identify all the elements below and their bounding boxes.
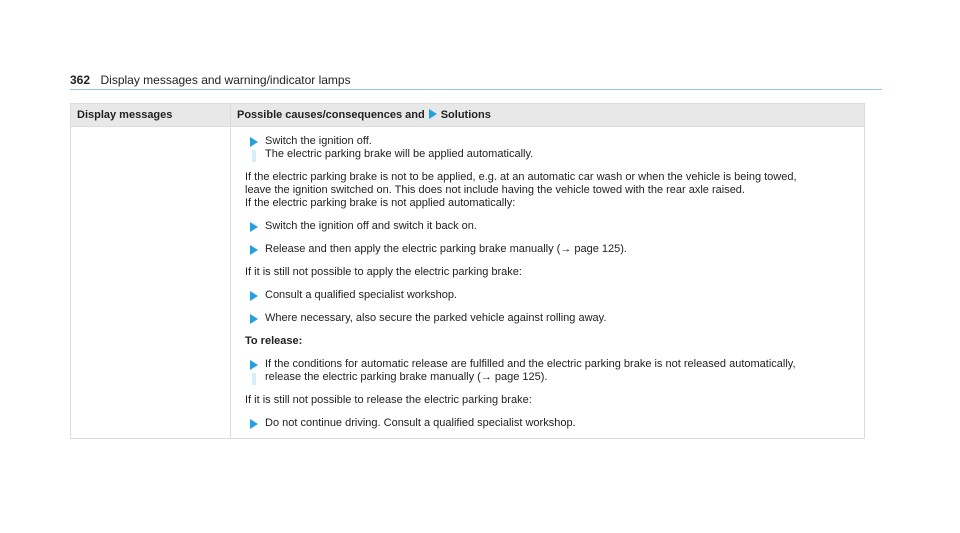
- step-text: Where necessary, also secure the parked vehicle against rolling away.: [265, 312, 607, 324]
- step-release-manually: [245, 358, 852, 384]
- release-heading: To release:: [245, 335, 303, 347]
- step-text: Switch the ignition off.: [265, 135, 372, 147]
- paragraph-text: leave the ignition switched on. This does not include having the vehicle towed with the rear axle raised.: [245, 184, 745, 196]
- col-header-suffix: Solutions: [440, 108, 491, 121]
- paragraph-text: If the electric parking brake is not applied automatically:: [245, 197, 516, 209]
- step-text: Switch the ignition off and switch it back on.: [265, 220, 477, 232]
- step-release-apply-manually: [245, 243, 852, 256]
- solution-arrow-icon: [429, 109, 437, 119]
- page-title: Display messages and warning/indicator lamps: [100, 73, 351, 87]
- table-row: [71, 127, 865, 439]
- table-header-row: [71, 104, 865, 127]
- paragraph: [245, 171, 852, 197]
- causes-solutions-cell: [231, 127, 865, 439]
- step-arrow-icon: [250, 419, 258, 429]
- step-text: release the electric parking brake manually (→ page 125).: [265, 371, 548, 383]
- step-text: Consult a qualified specialist workshop.: [265, 289, 457, 301]
- header-divider: [70, 89, 882, 90]
- paragraph-text: If the electric parking brake is not to be applied, e.g. at an automatic car wash or when the vehicle is being towed,: [245, 171, 797, 183]
- step-secure-vehicle: [245, 312, 852, 325]
- page-header: [70, 71, 882, 89]
- step-arrow-icon: [250, 222, 258, 232]
- col-header-causes-solutions: [231, 104, 865, 127]
- display-messages-table: [70, 103, 865, 439]
- step-arrow-icon: [250, 137, 258, 147]
- paragraph-text: If it is still not possible to release the electric parking brake:: [245, 394, 532, 406]
- step-consult-workshop: [245, 289, 852, 302]
- display-message-cell: [71, 127, 231, 439]
- step-arrow-icon: [250, 291, 258, 301]
- step-arrow-icon: [250, 245, 258, 255]
- step-text: The electric parking brake will be applied automatically.: [265, 148, 534, 160]
- step-switch-ignition-off: [245, 135, 852, 161]
- step-text: Do not continue driving. Consult a qualified specialist workshop.: [265, 417, 576, 429]
- step-text: Release and then apply the electric parking brake manually (→ page 125).: [265, 243, 627, 255]
- step-do-not-drive: [245, 417, 852, 430]
- col-header-display-messages: Display messages: [71, 104, 231, 127]
- col-header-prefix: Possible causes/consequences and: [237, 108, 425, 121]
- page-number: 362: [70, 73, 91, 87]
- step-restart-ignition: [245, 220, 852, 233]
- paragraph-text: If it is still not possible to apply the electric parking brake:: [245, 266, 522, 278]
- step-text: If the conditions for automatic release are fulfilled and the electric parking brake is not released automatically,: [265, 358, 796, 370]
- step-arrow-icon: [250, 314, 258, 324]
- step-arrow-icon: [250, 360, 258, 370]
